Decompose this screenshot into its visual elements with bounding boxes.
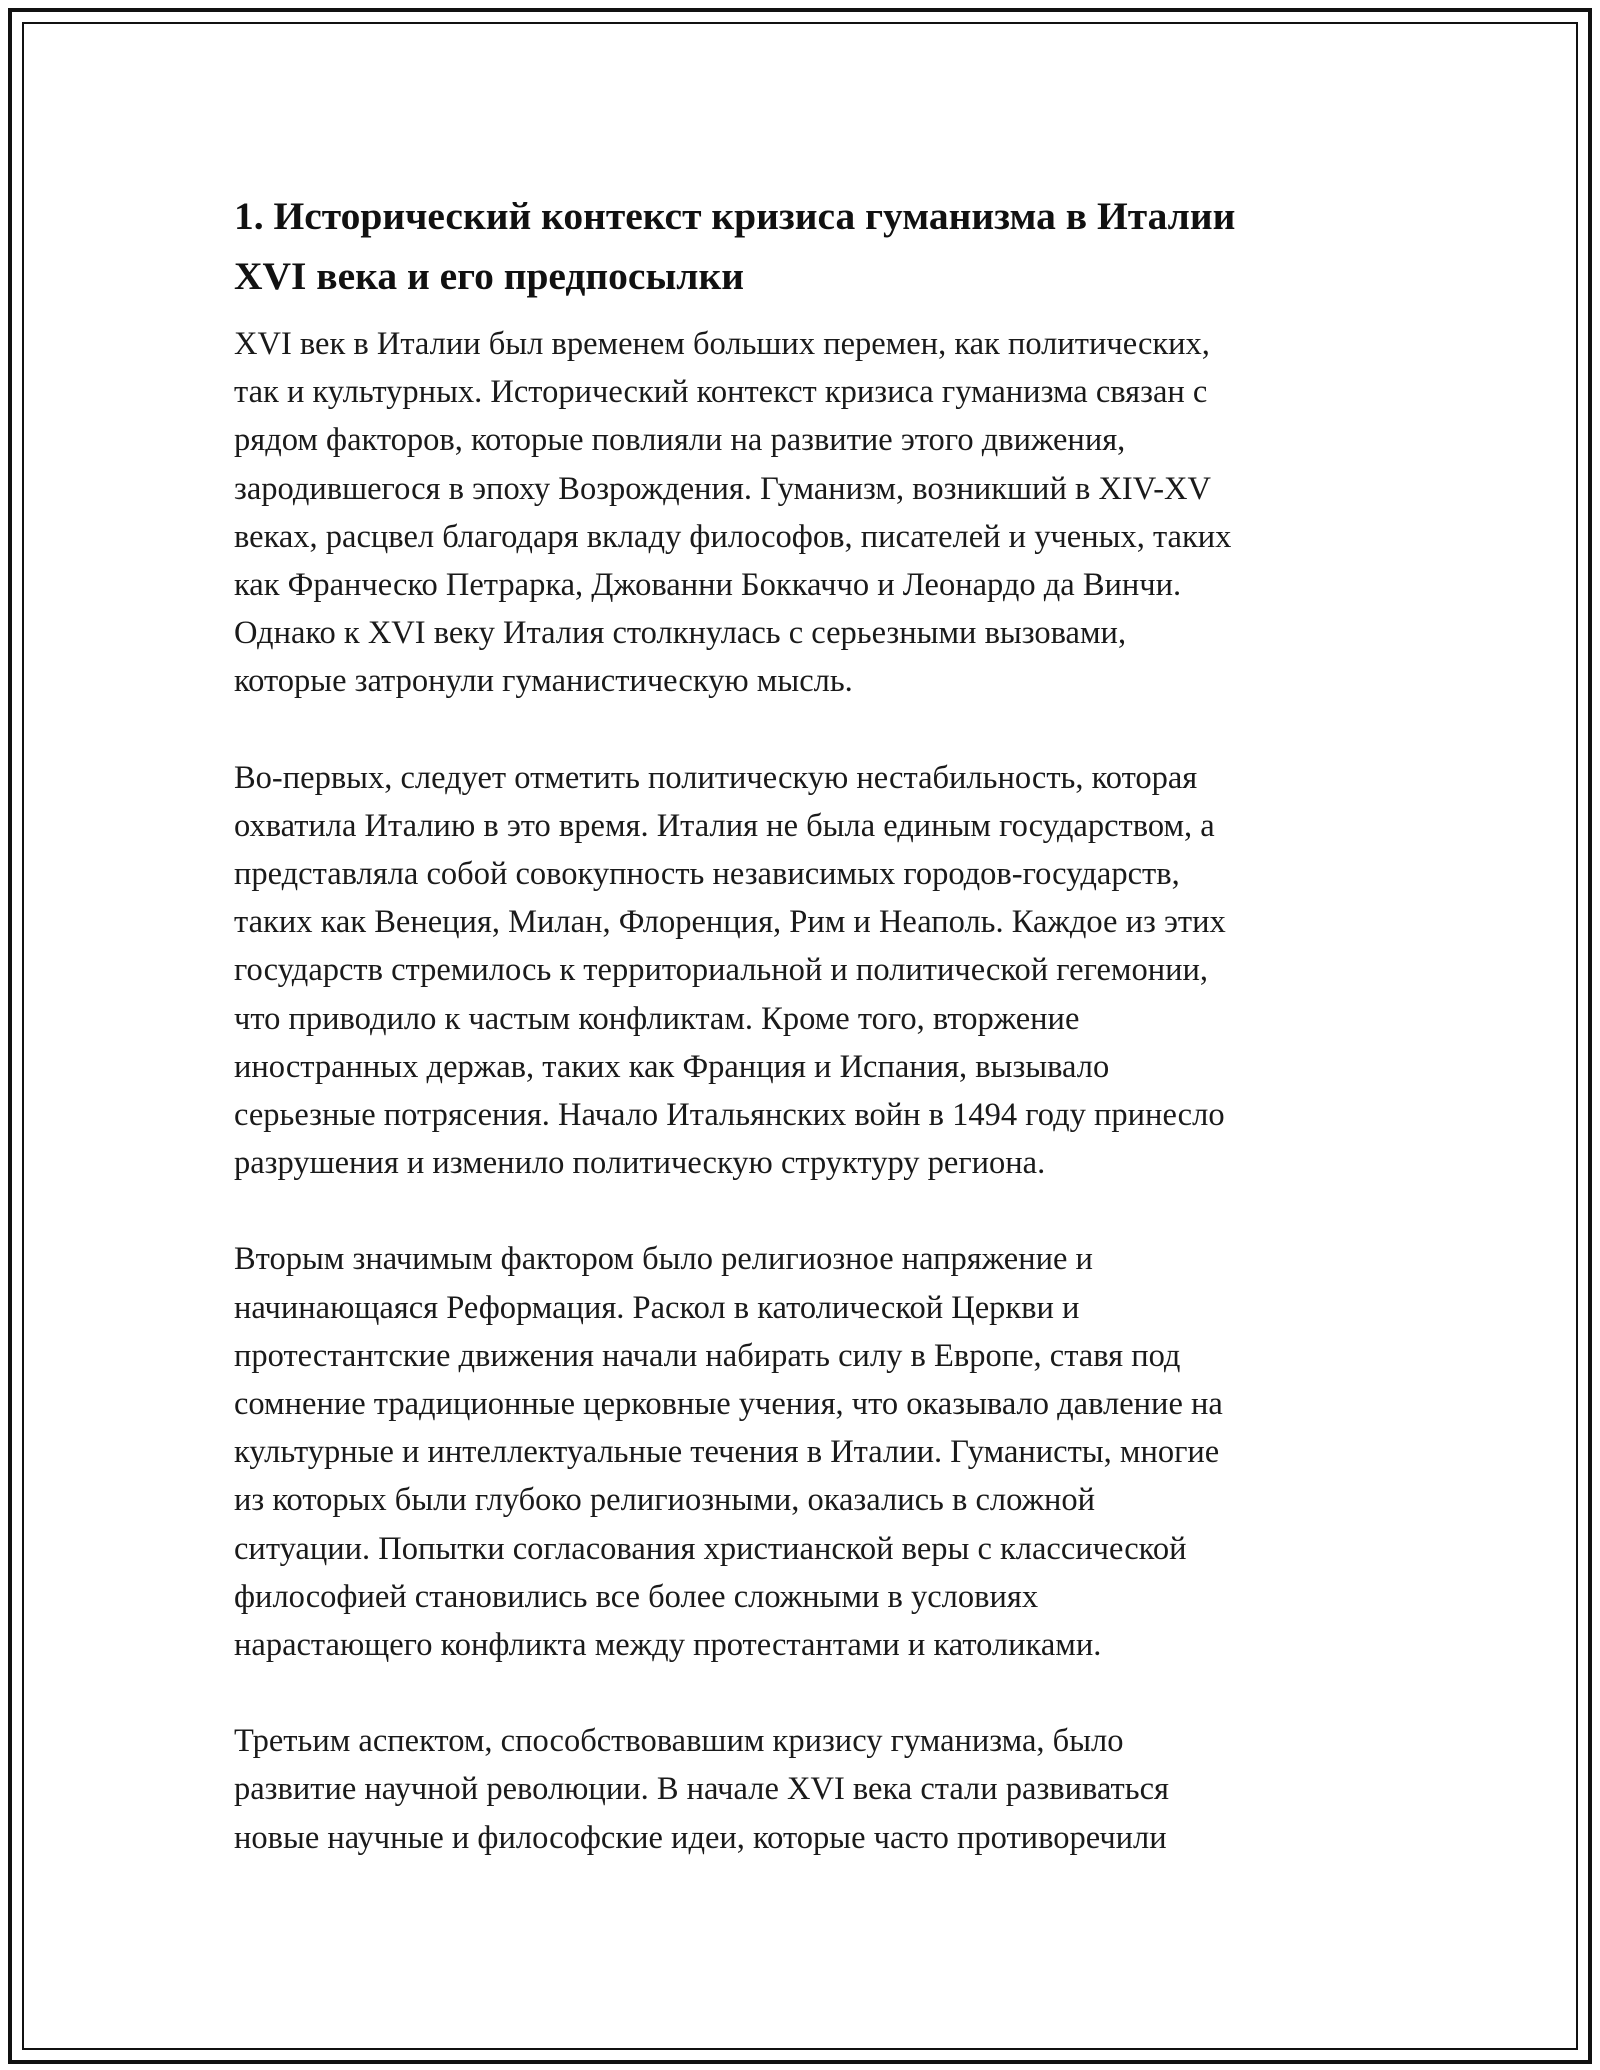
text-line: таких как Венеция, Милан, Флоренция, Рим и Неаполь. Каждое из этих (234, 904, 1226, 941)
text-line: представляла собой совокупность независимых городов-государств, (234, 856, 1180, 893)
text-line: Вторым значимым фактором было религиозное напряжение и (234, 1241, 1093, 1278)
text-line: что приводило к частым конфликтам. Кроме того, вторжение (234, 1000, 1080, 1037)
text-line: ситуации. Попытки согласования христианской веры с классической (234, 1530, 1187, 1567)
paragraph-3 (234, 1235, 1374, 1669)
text-line: которые затронули гуманистическую мысль. (234, 663, 853, 700)
text-line: XVI век в Италии был временем больших перемен, как политических, (234, 326, 1210, 362)
text-line: как Франческо Петрарка, Джованни Боккаччо и Леонардо да Винчи. (234, 567, 1182, 604)
text-line: Во-первых, следует отметить политическую нестабильность, которая (234, 759, 1198, 796)
text-line: веках, расцвел благодаря вкладу философов, писателей и ученых, таких (234, 518, 1232, 555)
text-line: нарастающего конфликта между протестантами и католиками. (234, 1627, 1102, 1664)
paragraph-1 (234, 320, 1374, 706)
text-line: из которых были глубоко религиозными, оказались в сложной (234, 1482, 1096, 1519)
heading-line: 1. Исторический контекст кризиса гуманизма в Италии (234, 194, 1236, 238)
text-line: культурные и интеллектуальные течения в Италии. Гуманисты, многие (234, 1434, 1220, 1471)
text-line: начинающаяся Реформация. Раскол в католической Церкви и (234, 1289, 1080, 1326)
text-line: Однако к XVI веку Италия столкнулась с серьезными вызовами, (234, 615, 1127, 652)
text-line: рядом факторов, которые повлияли на развитие этого движения, (234, 422, 1126, 459)
text-line: разрушения и изменило политическую структуру региона. (234, 1145, 1046, 1182)
text-line: серьезные потрясения. Начало Итальянских войн в 1494 году принесло (234, 1097, 1225, 1134)
paragraph-4 (234, 1717, 1374, 1862)
text-line: охватила Италию в это время. Италия не была единым государством, а (234, 807, 1215, 844)
document-body (234, 186, 1374, 1910)
text-line: государств стремилось к территориальной и политической гегемонии, (234, 952, 1209, 989)
text-line: сомнение традиционные церковные учения, что оказывало давление на (234, 1386, 1223, 1423)
text-line: зародившегося в эпоху Возрождения. Гуманизм, возникший в XIV-XV (234, 470, 1211, 507)
paragraph-2 (234, 754, 1374, 1188)
text-line: развитие научной революции. В начале XVI века стали развиваться (234, 1771, 1169, 1808)
text-line: новые научные и философские идеи, которые часто противоречили (234, 1819, 1167, 1856)
text-line: так и культурных. Исторический контекст кризиса гуманизма связан с (234, 374, 1208, 411)
heading-line: XVI века и его предпосылки (234, 254, 744, 298)
text-line: иностранных держав, таких как Франция и Испания, вызывало (234, 1048, 1110, 1085)
section-heading (234, 186, 1374, 306)
text-line: протестантские движения начали набирать силу в Европе, ставя под (234, 1337, 1181, 1374)
text-line: философией становились все более сложными в условиях (234, 1578, 1039, 1615)
text-line: Третьим аспектом, способствовавшим кризису гуманизма, было (234, 1723, 1124, 1760)
